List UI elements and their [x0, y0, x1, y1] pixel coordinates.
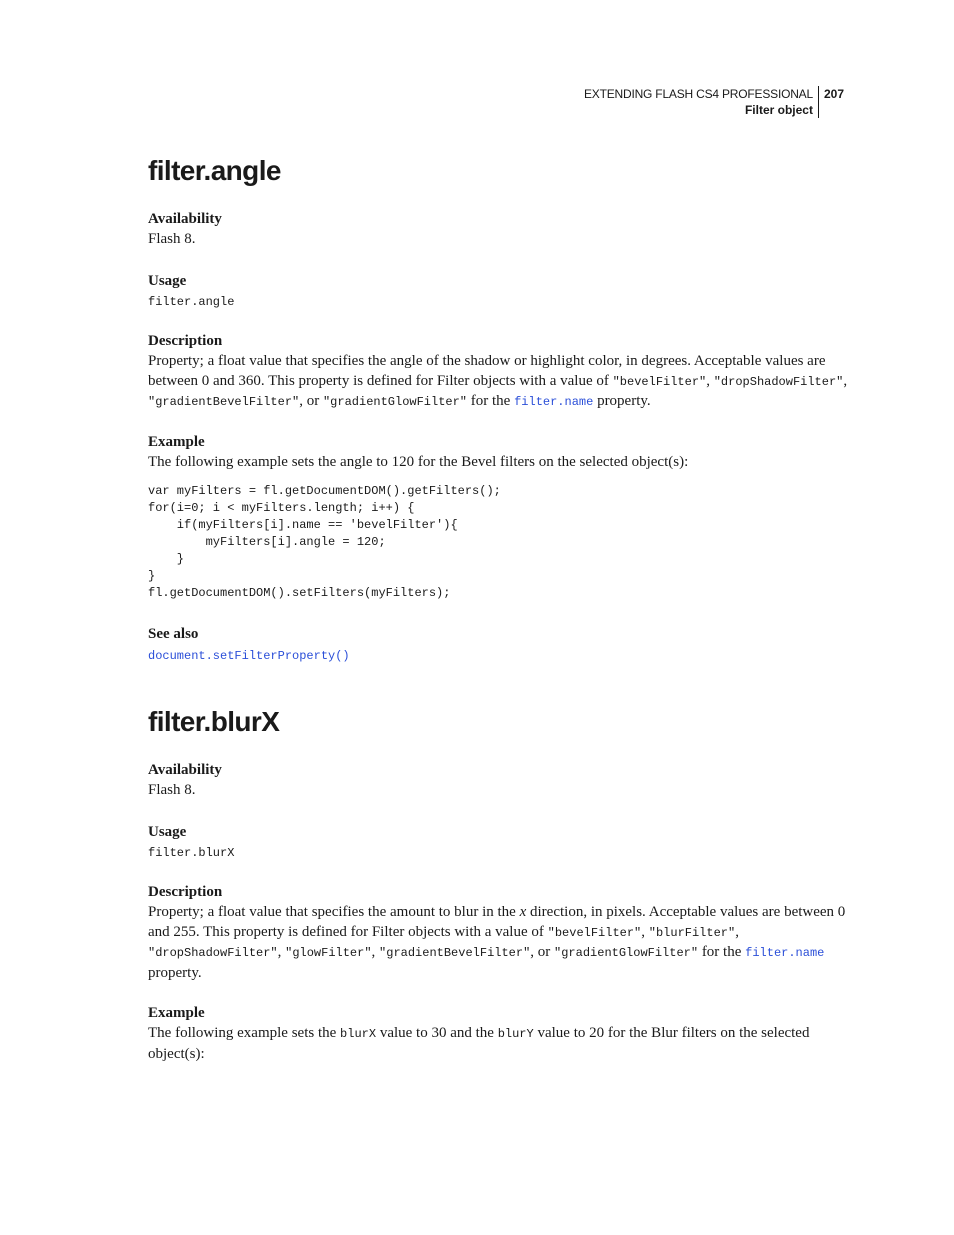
example-text	[148, 1024, 848, 1064]
desc-sep: ,	[706, 372, 714, 389]
code-gradientbevelfilter: "gradientBevelFilter"	[379, 946, 531, 960]
code-line: }	[148, 569, 156, 583]
code-glowfilter: "glowFilter"	[285, 946, 372, 960]
desc-text: Property; a float value that specifies the amount to blur in the	[148, 904, 520, 920]
code-line: for(i=0; i < myFilters.length; i++) {	[148, 501, 415, 515]
example-text-part: value to 30 and the	[376, 1025, 498, 1041]
code-gradientglowfilter: "gradientGlowFilter"	[322, 395, 468, 409]
code-blurx: blurX	[340, 1027, 377, 1041]
description-text	[148, 352, 848, 413]
desc-sep: , or	[299, 393, 323, 409]
desc-sep: ,	[735, 923, 739, 940]
example-heading: Example	[148, 1005, 205, 1021]
desc-sep: for the	[698, 944, 746, 960]
description-text	[148, 903, 848, 983]
filter-name-link[interactable]: filter.name	[514, 395, 594, 409]
desc-text: and 255. This property is defined for Filter objects with a value of	[148, 923, 548, 940]
desc-line: Property; a float value that specifies the angle of the shadow or highlight color, in degrees. Acceptable values are	[148, 353, 826, 369]
usage-code: filter.blurX	[148, 846, 235, 860]
code-line: myFilters[i].angle = 120;	[148, 535, 386, 549]
section-title-blurx: filter.blurX	[148, 706, 280, 737]
example-heading: Example	[148, 434, 205, 450]
code-blury: blurY	[497, 1027, 534, 1041]
code-line: }	[148, 552, 185, 566]
example-text: The following example sets the angle to 120 for the Bevel filters on the selected object(s):	[148, 454, 689, 470]
running-header	[584, 86, 844, 118]
code-bevelfilter: "bevelFilter"	[547, 925, 642, 940]
header-subtitle: Filter object	[744, 103, 813, 117]
desc-sep: , or	[530, 944, 555, 960]
example-text-part: value to 20 for the Blur filters on the selected object(s):	[148, 1025, 810, 1062]
desc-sep: ,	[641, 923, 649, 940]
availability-text: Flash 8.	[148, 231, 196, 247]
desc-sep: ,	[277, 944, 286, 960]
usage-heading: Usage	[148, 273, 187, 289]
desc-end: property.	[148, 964, 202, 981]
code-blurfilter: "blurFilter"	[648, 925, 736, 940]
section-title-angle: filter.angle	[148, 155, 281, 186]
desc-end: property.	[593, 393, 651, 409]
desc-sep: ,	[843, 372, 848, 389]
code-line: var myFilters = fl.getDocumentDOM().getFilters();	[148, 484, 501, 498]
code-line: if(myFilters[i].name == 'bevelFilter'){	[148, 518, 458, 532]
availability-heading: Availability	[148, 762, 222, 778]
description-heading: Description	[148, 884, 223, 900]
desc-italic-x: x	[519, 904, 527, 920]
set-filter-property-link[interactable]: document.setFilterProperty()	[148, 649, 350, 663]
availability-text: Flash 8.	[148, 782, 196, 798]
desc-sep: ,	[371, 944, 380, 960]
example-code-block	[148, 483, 501, 602]
page-number: 207	[823, 87, 844, 101]
availability-heading: Availability	[148, 211, 222, 227]
usage-heading: Usage	[148, 824, 187, 840]
desc-text: direction, in pixels. Acceptable values are between 0	[526, 904, 846, 920]
code-dropshadowfilter: "dropShadowFilter"	[148, 946, 278, 960]
example-text-part: The following example sets the	[148, 1025, 341, 1041]
code-line: fl.getDocumentDOM().setFilters(myFilters);	[148, 586, 451, 600]
desc-text: between 0 and 360. This property is defined for Filter objects with a value of	[148, 372, 613, 389]
code-gradientbevelfilter: "gradientBevelFilter"	[148, 395, 300, 409]
desc-sep: for the	[467, 393, 515, 409]
header-text-block	[584, 86, 819, 118]
code-gradientglowfilter: "gradientGlowFilter"	[554, 946, 699, 960]
code-dropshadowfilter: "dropShadowFilter"	[713, 374, 844, 389]
see-also-list	[148, 646, 848, 667]
description-heading: Description	[148, 333, 223, 349]
code-bevelfilter: "bevelFilter"	[612, 374, 707, 389]
usage-code: filter.angle	[148, 295, 235, 309]
see-also-heading: See also	[148, 626, 199, 642]
filter-name-link[interactable]: filter.name	[745, 946, 825, 960]
header-title: EXTENDING FLASH CS4 PROFESSIONAL	[583, 87, 813, 101]
